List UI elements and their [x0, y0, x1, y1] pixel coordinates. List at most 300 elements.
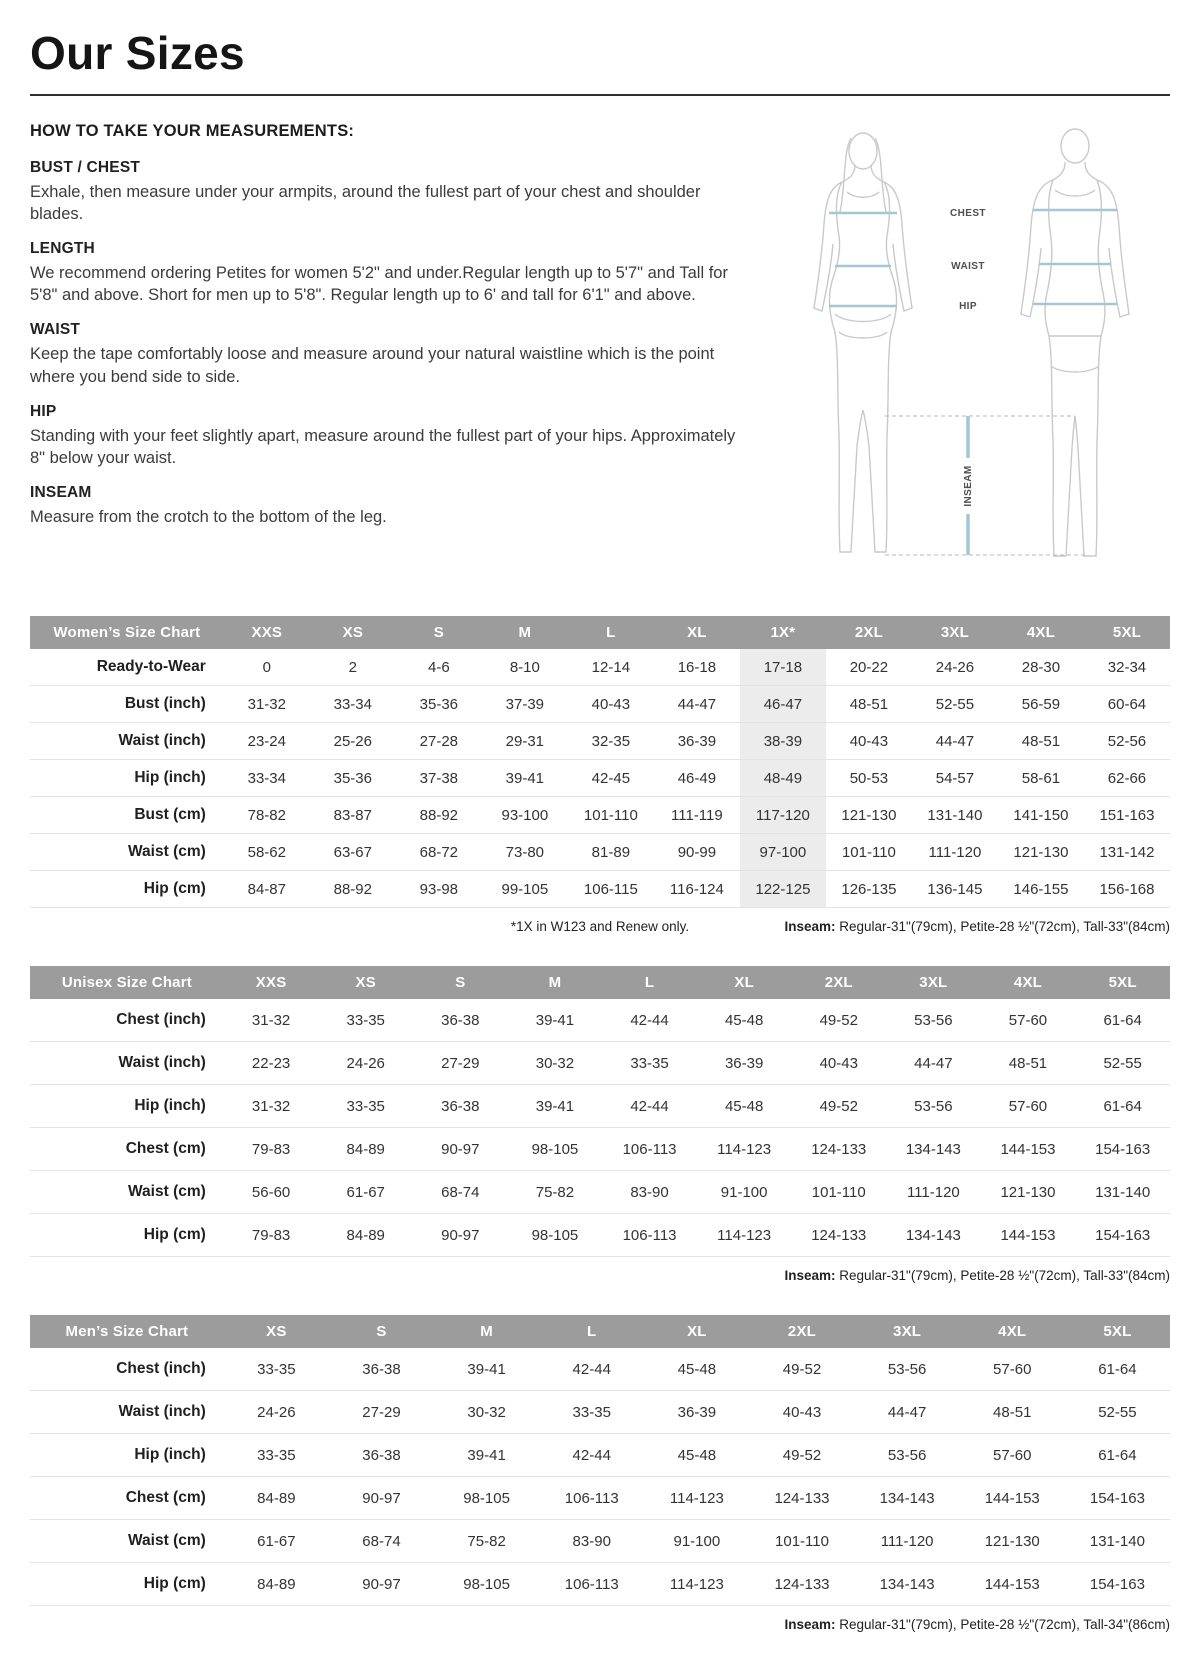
- row-label: Hip (cm): [30, 871, 224, 908]
- size-value-cell: 131-140: [1065, 1520, 1170, 1563]
- row-label: Waist (inch): [30, 1042, 224, 1085]
- inseam-note-label: Inseam:: [784, 1617, 836, 1632]
- row-label: Bust (cm): [30, 797, 224, 834]
- size-value-cell: 44-47: [855, 1391, 960, 1434]
- instruction-length: [30, 240, 754, 306]
- row-label: Hip (cm): [30, 1563, 224, 1606]
- table-row: [30, 1391, 1170, 1434]
- size-column-header: 5XL: [1075, 966, 1170, 999]
- size-value-cell: 136-145: [912, 871, 998, 908]
- size-value-cell: 79-83: [224, 1128, 319, 1171]
- size-value-cell: 49-52: [749, 1434, 854, 1477]
- size-value-cell: 75-82: [434, 1520, 539, 1563]
- size-value-cell: 28-30: [998, 649, 1084, 686]
- instructions-heading: HOW TO TAKE YOUR MEASUREMENTS:: [30, 122, 355, 140]
- size-value-cell: 2: [310, 649, 396, 686]
- size-value-cell: 24-26: [912, 649, 998, 686]
- title-divider: [30, 94, 1170, 96]
- size-value-cell: 44-47: [912, 723, 998, 760]
- size-value-cell: 20-22: [826, 649, 912, 686]
- size-value-cell: 124-133: [749, 1477, 854, 1520]
- measurement-diagram: [780, 118, 1170, 586]
- size-value-cell: 44-47: [654, 686, 740, 723]
- size-value-cell: 141-150: [998, 797, 1084, 834]
- size-value-cell: 30-32: [508, 1042, 603, 1085]
- size-column-header: M: [434, 1315, 539, 1348]
- size-column-header: 3XL: [886, 966, 981, 999]
- size-value-cell: 84-89: [224, 1563, 329, 1606]
- size-column-header: L: [602, 966, 697, 999]
- instruction-title: HIP: [30, 402, 57, 420]
- womens-size-chart-section: [30, 616, 1170, 936]
- size-value-cell: 98-105: [508, 1214, 603, 1257]
- table-row: [30, 723, 1170, 760]
- table-row: [30, 1042, 1170, 1085]
- size-value-cell: 99-105: [482, 871, 568, 908]
- size-value-cell: 24-26: [318, 1042, 413, 1085]
- size-value-cell: 101-110: [791, 1171, 886, 1214]
- size-value-cell: 57-60: [981, 999, 1076, 1042]
- inseam-guides: [885, 416, 1087, 555]
- table-row: [30, 834, 1170, 871]
- size-value-cell: 122-125: [740, 871, 826, 908]
- size-value-cell: 154-163: [1065, 1563, 1170, 1606]
- size-column-header: 5XL: [1065, 1315, 1170, 1348]
- size-value-cell: 45-48: [697, 999, 792, 1042]
- size-column-header: M: [482, 616, 568, 649]
- size-value-cell: 93-100: [482, 797, 568, 834]
- size-value-cell: 83-87: [310, 797, 396, 834]
- size-value-cell: 53-56: [886, 1085, 981, 1128]
- size-value-cell: 40-43: [749, 1391, 854, 1434]
- table-header-row: [30, 1315, 1170, 1348]
- size-column-header: XS: [310, 616, 396, 649]
- size-value-cell: 134-143: [855, 1477, 960, 1520]
- size-value-cell: 45-48: [697, 1085, 792, 1128]
- size-value-cell: 63-67: [310, 834, 396, 871]
- size-value-cell: 98-105: [434, 1563, 539, 1606]
- size-value-cell: 126-135: [826, 871, 912, 908]
- size-value-cell: 131-140: [912, 797, 998, 834]
- size-value-cell: 124-133: [791, 1128, 886, 1171]
- female-figure: [814, 133, 912, 552]
- size-value-cell: 16-18: [654, 649, 740, 686]
- size-value-cell: 154-163: [1065, 1477, 1170, 1520]
- size-column-header: 4XL: [998, 616, 1084, 649]
- size-column-header: L: [568, 616, 654, 649]
- size-value-cell: 134-143: [886, 1214, 981, 1257]
- row-label: Hip (cm): [30, 1214, 224, 1257]
- size-value-cell: 61-64: [1065, 1348, 1170, 1391]
- size-value-cell: 23-24: [224, 723, 310, 760]
- size-value-cell: 114-123: [644, 1477, 749, 1520]
- instruction-body: Keep the tape comfortably loose and measure around your natural waistline which is the point where you bend side to side.: [30, 345, 715, 386]
- table-row: [30, 1214, 1170, 1257]
- size-value-cell: 42-44: [539, 1348, 644, 1391]
- page-title: Our Sizes: [30, 27, 245, 79]
- table-row: [30, 871, 1170, 908]
- instruction-title: BUST / CHEST: [30, 159, 141, 176]
- size-table: [30, 616, 1170, 908]
- row-label: Chest (cm): [30, 1128, 224, 1171]
- size-value-cell: 106-113: [602, 1128, 697, 1171]
- measurement-instructions: [30, 122, 754, 543]
- size-value-cell: 83-90: [602, 1171, 697, 1214]
- size-value-cell: 8-10: [482, 649, 568, 686]
- size-value-cell: 48-51: [960, 1391, 1065, 1434]
- measurement-lines: [829, 210, 1117, 306]
- size-value-cell: 61-64: [1075, 999, 1170, 1042]
- instruction-bust-chest: [30, 159, 754, 225]
- note-1x: *1X in W123 and Renew only.: [510, 919, 690, 934]
- size-value-cell: 52-55: [1075, 1042, 1170, 1085]
- row-label: Chest (cm): [30, 1477, 224, 1520]
- size-column-header: XXS: [224, 966, 319, 999]
- size-value-cell: 144-153: [960, 1477, 1065, 1520]
- size-value-cell: 4-6: [396, 649, 482, 686]
- size-value-cell: 45-48: [644, 1434, 749, 1477]
- size-value-cell: 84-87: [224, 871, 310, 908]
- size-value-cell: 144-153: [981, 1128, 1076, 1171]
- size-value-cell: 106-115: [568, 871, 654, 908]
- size-value-cell: 0: [224, 649, 310, 686]
- size-value-cell: 39-41: [508, 1085, 603, 1128]
- instruction-waist: [30, 321, 754, 387]
- size-table: [30, 966, 1170, 1257]
- size-value-cell: 111-120: [886, 1171, 981, 1214]
- size-value-cell: 39-41: [508, 999, 603, 1042]
- row-label: Waist (cm): [30, 1171, 224, 1214]
- size-value-cell: 90-97: [413, 1214, 508, 1257]
- size-value-cell: 78-82: [224, 797, 310, 834]
- row-label: Hip (inch): [30, 1434, 224, 1477]
- size-column-header: XXS: [224, 616, 310, 649]
- size-value-cell: 154-163: [1075, 1214, 1170, 1257]
- table-row: [30, 1434, 1170, 1477]
- waist-label: WAIST: [951, 261, 985, 272]
- size-value-cell: 79-83: [224, 1214, 319, 1257]
- size-value-cell: 38-39: [740, 723, 826, 760]
- size-value-cell: 98-105: [508, 1128, 603, 1171]
- size-value-cell: 124-133: [791, 1214, 886, 1257]
- size-value-cell: 93-98: [396, 871, 482, 908]
- size-value-cell: 49-52: [791, 1085, 886, 1128]
- instruction-inseam: [30, 484, 754, 528]
- size-column-header: 2XL: [791, 966, 886, 999]
- size-value-cell: 146-155: [998, 871, 1084, 908]
- mens-chart-notes: [30, 1617, 1170, 1634]
- table-row: [30, 1348, 1170, 1391]
- size-value-cell: 114-123: [697, 1214, 792, 1257]
- size-column-header: XS: [318, 966, 413, 999]
- size-column-header: S: [396, 616, 482, 649]
- womens-chart-notes: [30, 919, 1170, 936]
- size-value-cell: 52-55: [912, 686, 998, 723]
- size-value-cell: 48-51: [981, 1042, 1076, 1085]
- table-row: [30, 1477, 1170, 1520]
- size-value-cell: 106-113: [539, 1563, 644, 1606]
- size-value-cell: 50-53: [826, 760, 912, 797]
- size-value-cell: 33-35: [539, 1391, 644, 1434]
- top-section: [30, 122, 1170, 586]
- chart-title-cell: Men’s Size Chart: [30, 1315, 224, 1348]
- size-value-cell: 54-57: [912, 760, 998, 797]
- instruction-hip: [30, 403, 754, 469]
- unisex-size-chart-section: [30, 966, 1170, 1285]
- table-header-row: [30, 966, 1170, 999]
- size-value-cell: 42-45: [568, 760, 654, 797]
- size-value-cell: 44-47: [886, 1042, 981, 1085]
- size-value-cell: 84-89: [224, 1477, 329, 1520]
- size-value-cell: 90-97: [413, 1128, 508, 1171]
- size-value-cell: 101-110: [826, 834, 912, 871]
- size-value-cell: 36-39: [697, 1042, 792, 1085]
- size-value-cell: 68-74: [413, 1171, 508, 1214]
- size-column-header: 1X*: [740, 616, 826, 649]
- size-value-cell: 42-44: [539, 1434, 644, 1477]
- size-value-cell: 42-44: [602, 999, 697, 1042]
- size-column-header: 4XL: [981, 966, 1076, 999]
- note-inseam-unisex: [30, 1268, 1170, 1283]
- size-value-cell: 61-64: [1065, 1434, 1170, 1477]
- table-row: [30, 1128, 1170, 1171]
- size-value-cell: 12-14: [568, 649, 654, 686]
- size-value-cell: 46-47: [740, 686, 826, 723]
- row-label: Chest (inch): [30, 1348, 224, 1391]
- size-value-cell: 31-32: [224, 1085, 319, 1128]
- womens-size-chart-table: [30, 616, 1170, 908]
- mens-size-chart-section: [30, 1315, 1170, 1634]
- inseam-note-label: Inseam:: [784, 1268, 836, 1283]
- size-value-cell: 60-64: [1084, 686, 1170, 723]
- size-value-cell: 57-60: [960, 1348, 1065, 1391]
- size-column-header: 3XL: [912, 616, 998, 649]
- size-value-cell: 61-67: [318, 1171, 413, 1214]
- size-value-cell: 36-38: [329, 1434, 434, 1477]
- size-value-cell: 106-113: [539, 1477, 644, 1520]
- size-value-cell: 90-97: [329, 1477, 434, 1520]
- size-column-header: XL: [644, 1315, 749, 1348]
- size-value-cell: 62-66: [1084, 760, 1170, 797]
- unisex-chart-notes: [30, 1268, 1170, 1285]
- size-value-cell: 56-60: [224, 1171, 319, 1214]
- inseam-note-text: Regular-31"(79cm), Petite-28 ½"(72cm), Tall-34"(86cm): [835, 1617, 1170, 1632]
- size-value-cell: 106-113: [602, 1214, 697, 1257]
- table-row: [30, 686, 1170, 723]
- size-value-cell: 131-142: [1084, 834, 1170, 871]
- size-value-cell: 131-140: [1075, 1171, 1170, 1214]
- row-label: Waist (inch): [30, 1391, 224, 1434]
- instruction-body: Standing with your feet slightly apart, measure around the fullest part of your hips. Approximately 8" below your waist.: [30, 426, 736, 467]
- chest-label: CHEST: [950, 208, 986, 219]
- size-value-cell: 36-38: [413, 1085, 508, 1128]
- size-value-cell: 40-43: [791, 1042, 886, 1085]
- male-figure: [1021, 129, 1129, 556]
- size-column-header: 4XL: [960, 1315, 1065, 1348]
- chart-title-cell: Women’s Size Chart: [30, 616, 224, 649]
- table-row: [30, 1563, 1170, 1606]
- size-value-cell: 39-41: [434, 1348, 539, 1391]
- size-value-cell: 53-56: [855, 1348, 960, 1391]
- size-value-cell: 42-44: [602, 1085, 697, 1128]
- size-value-cell: 33-35: [224, 1434, 329, 1477]
- size-value-cell: 151-163: [1084, 797, 1170, 834]
- size-value-cell: 29-31: [482, 723, 568, 760]
- row-label: Waist (cm): [30, 1520, 224, 1563]
- size-value-cell: 32-34: [1084, 649, 1170, 686]
- size-value-cell: 48-51: [998, 723, 1084, 760]
- size-value-cell: 35-36: [396, 686, 482, 723]
- size-value-cell: 121-130: [998, 834, 1084, 871]
- size-value-cell: 45-48: [644, 1348, 749, 1391]
- table-row: [30, 999, 1170, 1042]
- size-column-header: 3XL: [855, 1315, 960, 1348]
- inseam-note-text: Regular-31"(79cm), Petite-28 ½"(72cm), Tall-33"(84cm): [835, 1268, 1170, 1283]
- size-column-header: 5XL: [1084, 616, 1170, 649]
- size-value-cell: 40-43: [568, 686, 654, 723]
- size-value-cell: 91-100: [697, 1171, 792, 1214]
- size-value-cell: 101-110: [568, 797, 654, 834]
- size-value-cell: 58-62: [224, 834, 310, 871]
- size-value-cell: 121-130: [960, 1520, 1065, 1563]
- unisex-size-chart-table: [30, 966, 1170, 1257]
- size-value-cell: 68-72: [396, 834, 482, 871]
- inseam-label: INSEAM: [963, 465, 974, 507]
- size-value-cell: 25-26: [310, 723, 396, 760]
- size-value-cell: 33-35: [318, 1085, 413, 1128]
- mens-size-chart-table: [30, 1315, 1170, 1606]
- instruction-body: Measure from the crotch to the bottom of the leg.: [30, 507, 387, 526]
- size-value-cell: 48-51: [826, 686, 912, 723]
- size-value-cell: 32-35: [568, 723, 654, 760]
- size-value-cell: 31-32: [224, 999, 319, 1042]
- size-value-cell: 91-100: [644, 1520, 749, 1563]
- size-value-cell: 39-41: [434, 1434, 539, 1477]
- size-value-cell: 33-35: [602, 1042, 697, 1085]
- table-row: [30, 649, 1170, 686]
- size-value-cell: 36-38: [329, 1348, 434, 1391]
- size-value-cell: 121-130: [826, 797, 912, 834]
- size-value-cell: 81-89: [568, 834, 654, 871]
- size-value-cell: 156-168: [1084, 871, 1170, 908]
- size-value-cell: 31-32: [224, 686, 310, 723]
- size-value-cell: 73-80: [482, 834, 568, 871]
- row-label: Waist (inch): [30, 723, 224, 760]
- size-value-cell: 56-59: [998, 686, 1084, 723]
- size-column-header: XS: [224, 1315, 329, 1348]
- size-value-cell: 75-82: [508, 1171, 603, 1214]
- size-value-cell: 37-39: [482, 686, 568, 723]
- size-value-cell: 27-29: [413, 1042, 508, 1085]
- note-inseam-mens: [30, 1617, 1170, 1632]
- size-column-header: S: [413, 966, 508, 999]
- size-value-cell: 36-39: [654, 723, 740, 760]
- size-column-header: 2XL: [749, 1315, 854, 1348]
- size-value-cell: 121-130: [981, 1171, 1076, 1214]
- size-value-cell: 17-18: [740, 649, 826, 686]
- chart-title-cell: Unisex Size Chart: [30, 966, 224, 999]
- size-column-header: S: [329, 1315, 434, 1348]
- row-label: Bust (inch): [30, 686, 224, 723]
- size-column-header: 2XL: [826, 616, 912, 649]
- instruction-body: Exhale, then measure under your armpits, around the fullest part of your chest and shoulder blades.: [30, 183, 701, 224]
- size-value-cell: 111-120: [912, 834, 998, 871]
- table-row: [30, 797, 1170, 834]
- size-value-cell: 124-133: [749, 1563, 854, 1606]
- size-value-cell: 144-153: [960, 1563, 1065, 1606]
- size-value-cell: 117-120: [740, 797, 826, 834]
- instruction-title: WAIST: [30, 321, 81, 339]
- size-value-cell: 33-35: [318, 999, 413, 1042]
- instruction-body: We recommend ordering Petites for women 5'2" and under.Regular length up to 5'7" and Tall for 5'8" and above. Short for men up to 5'8". Regular length up to 6' and tall for 6'1" and above.: [30, 264, 728, 305]
- size-value-cell: 88-92: [396, 797, 482, 834]
- size-value-cell: 111-120: [855, 1520, 960, 1563]
- size-value-cell: 49-52: [749, 1348, 854, 1391]
- size-value-cell: 57-60: [981, 1085, 1076, 1128]
- size-value-cell: 90-99: [654, 834, 740, 871]
- size-value-cell: 36-38: [413, 999, 508, 1042]
- size-value-cell: 114-123: [644, 1563, 749, 1606]
- size-value-cell: 88-92: [310, 871, 396, 908]
- body-measurement-illustration: [780, 118, 1170, 586]
- size-column-header: M: [508, 966, 603, 999]
- size-value-cell: 46-49: [654, 760, 740, 797]
- size-value-cell: 83-90: [539, 1520, 644, 1563]
- size-value-cell: 49-52: [791, 999, 886, 1042]
- instruction-title: LENGTH: [30, 240, 95, 258]
- size-value-cell: 40-43: [826, 723, 912, 760]
- instruction-title: INSEAM: [30, 483, 92, 501]
- size-value-cell: 22-23: [224, 1042, 319, 1085]
- size-column-header: L: [539, 1315, 644, 1348]
- row-label: Waist (cm): [30, 834, 224, 871]
- size-column-header: XL: [654, 616, 740, 649]
- row-label: Ready-to-Wear: [30, 649, 224, 686]
- size-value-cell: 111-119: [654, 797, 740, 834]
- size-value-cell: 116-124: [654, 871, 740, 908]
- size-value-cell: 33-35: [224, 1348, 329, 1391]
- size-value-cell: 35-36: [310, 760, 396, 797]
- size-value-cell: 68-74: [329, 1520, 434, 1563]
- size-value-cell: 27-28: [396, 723, 482, 760]
- size-value-cell: 33-34: [224, 760, 310, 797]
- size-value-cell: 84-89: [318, 1214, 413, 1257]
- size-value-cell: 48-49: [740, 760, 826, 797]
- size-value-cell: 154-163: [1075, 1128, 1170, 1171]
- size-value-cell: 52-56: [1084, 723, 1170, 760]
- size-value-cell: 97-100: [740, 834, 826, 871]
- inseam-note-text: Regular-31"(79cm), Petite-28 ½"(72cm), Tall-33"(84cm): [835, 919, 1170, 934]
- table-row: [30, 760, 1170, 797]
- size-value-cell: 144-153: [981, 1214, 1076, 1257]
- size-table: [30, 1315, 1170, 1606]
- size-value-cell: 53-56: [855, 1434, 960, 1477]
- size-value-cell: 39-41: [482, 760, 568, 797]
- table-row: [30, 1520, 1170, 1563]
- inseam-note-label: Inseam:: [784, 919, 836, 934]
- size-value-cell: 90-97: [329, 1563, 434, 1606]
- size-value-cell: 52-55: [1065, 1391, 1170, 1434]
- size-value-cell: 134-143: [886, 1128, 981, 1171]
- size-value-cell: 98-105: [434, 1477, 539, 1520]
- row-label: Hip (inch): [30, 760, 224, 797]
- size-value-cell: 24-26: [224, 1391, 329, 1434]
- size-value-cell: 61-64: [1075, 1085, 1170, 1128]
- size-value-cell: 58-61: [998, 760, 1084, 797]
- size-value-cell: 61-67: [224, 1520, 329, 1563]
- size-value-cell: 30-32: [434, 1391, 539, 1434]
- size-value-cell: 57-60: [960, 1434, 1065, 1477]
